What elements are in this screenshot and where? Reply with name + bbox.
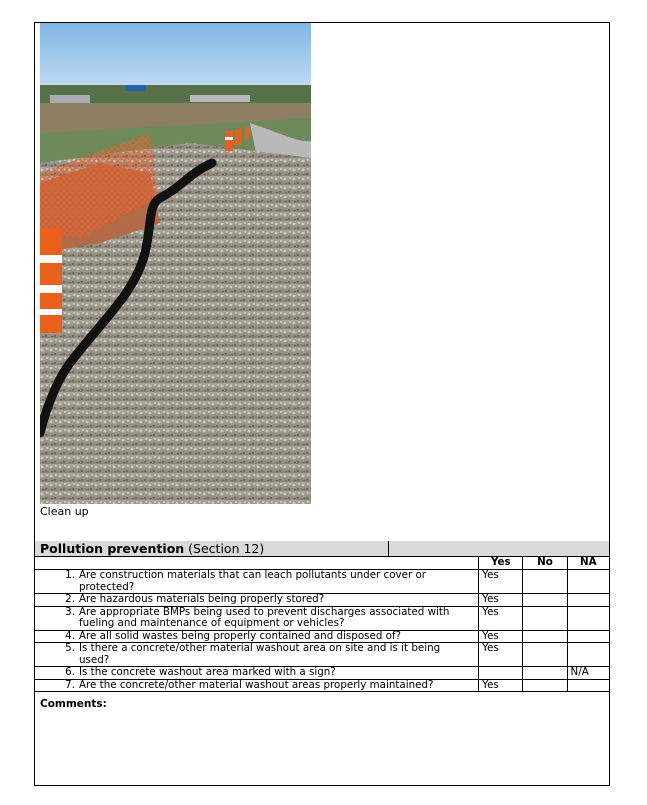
question-text: Is the concrete washout area marked with a sign? [79, 666, 336, 678]
section-title [40, 541, 264, 556]
yes-answer-cell[interactable]: Yes [479, 606, 523, 630]
checklist-row [35, 679, 610, 692]
question-number: 7. [65, 678, 75, 691]
question-text: Are hazardous materials being properly stored? [79, 593, 325, 605]
question-cell [35, 643, 479, 667]
na-column-header: NA [567, 557, 609, 570]
question-number: 2. [65, 593, 75, 605]
na-answer-cell[interactable] [567, 630, 609, 643]
no-answer-cell[interactable] [523, 679, 567, 692]
yes-answer-cell[interactable]: Yes [479, 679, 523, 692]
checklist-row [35, 630, 610, 643]
no-answer-cell[interactable] [523, 667, 567, 680]
na-answer-cell[interactable] [567, 606, 609, 630]
construction-site-photo [40, 23, 311, 504]
question-cell [35, 630, 479, 643]
question-cell [35, 594, 479, 607]
no-answer-cell[interactable] [523, 606, 567, 630]
no-answer-cell[interactable] [523, 570, 567, 594]
yes-answer-cell[interactable] [479, 667, 523, 680]
yes-answer-cell[interactable]: Yes [479, 630, 523, 643]
checklist-row [35, 570, 610, 594]
question-text: Are appropriate BMPs being used to prevent discharges associated with fueling and maintenance of equipment or vehicles? [79, 605, 450, 629]
yes-column-header: Yes [479, 557, 523, 570]
question-cell [35, 570, 479, 594]
na-answer-cell[interactable] [567, 679, 609, 692]
question-cell [35, 667, 479, 680]
photo-section [35, 23, 609, 542]
column-header-row [35, 557, 610, 570]
checklist-row [35, 606, 610, 630]
question-text: Is there a concrete/other material washout area on site and is it being used? [79, 642, 441, 666]
no-answer-cell[interactable] [523, 643, 567, 667]
question-number: 4. [65, 629, 75, 642]
question-text: Are the concrete/other material washout areas properly maintained? [79, 678, 434, 691]
checklist-row [35, 667, 610, 680]
na-answer-cell[interactable] [567, 594, 609, 607]
question-number: 6. [65, 666, 75, 678]
question-cell [35, 679, 479, 692]
comments-label: Comments: [40, 698, 107, 710]
yes-answer-cell[interactable]: Yes [479, 594, 523, 607]
checklist-row [35, 594, 610, 607]
question-number: 5. [65, 642, 75, 654]
no-answer-cell[interactable] [523, 630, 567, 643]
no-answer-cell[interactable] [523, 594, 567, 607]
question-number: 1. [65, 569, 75, 581]
na-answer-cell[interactable]: N/A [567, 667, 609, 680]
section-header [35, 541, 609, 557]
question-number: 3. [65, 605, 75, 618]
section-title-text: Pollution prevention [40, 541, 185, 556]
photo-caption: Clean up [40, 505, 89, 518]
na-answer-cell[interactable] [567, 570, 609, 594]
checklist-row [35, 643, 610, 667]
question-cell [35, 606, 479, 630]
checklist-table [35, 556, 610, 692]
yes-answer-cell[interactable]: Yes [479, 570, 523, 594]
na-answer-cell[interactable] [567, 643, 609, 667]
no-column-header: No [523, 557, 567, 570]
section-number: (Section 12) [188, 541, 265, 556]
yes-answer-cell[interactable]: Yes [479, 643, 523, 667]
question-column-header [35, 557, 479, 570]
question-text: Are all solid wastes being properly contained and disposed of? [79, 629, 402, 642]
question-text: Are construction materials that can leach pollutants under cover or protected? [79, 569, 426, 593]
